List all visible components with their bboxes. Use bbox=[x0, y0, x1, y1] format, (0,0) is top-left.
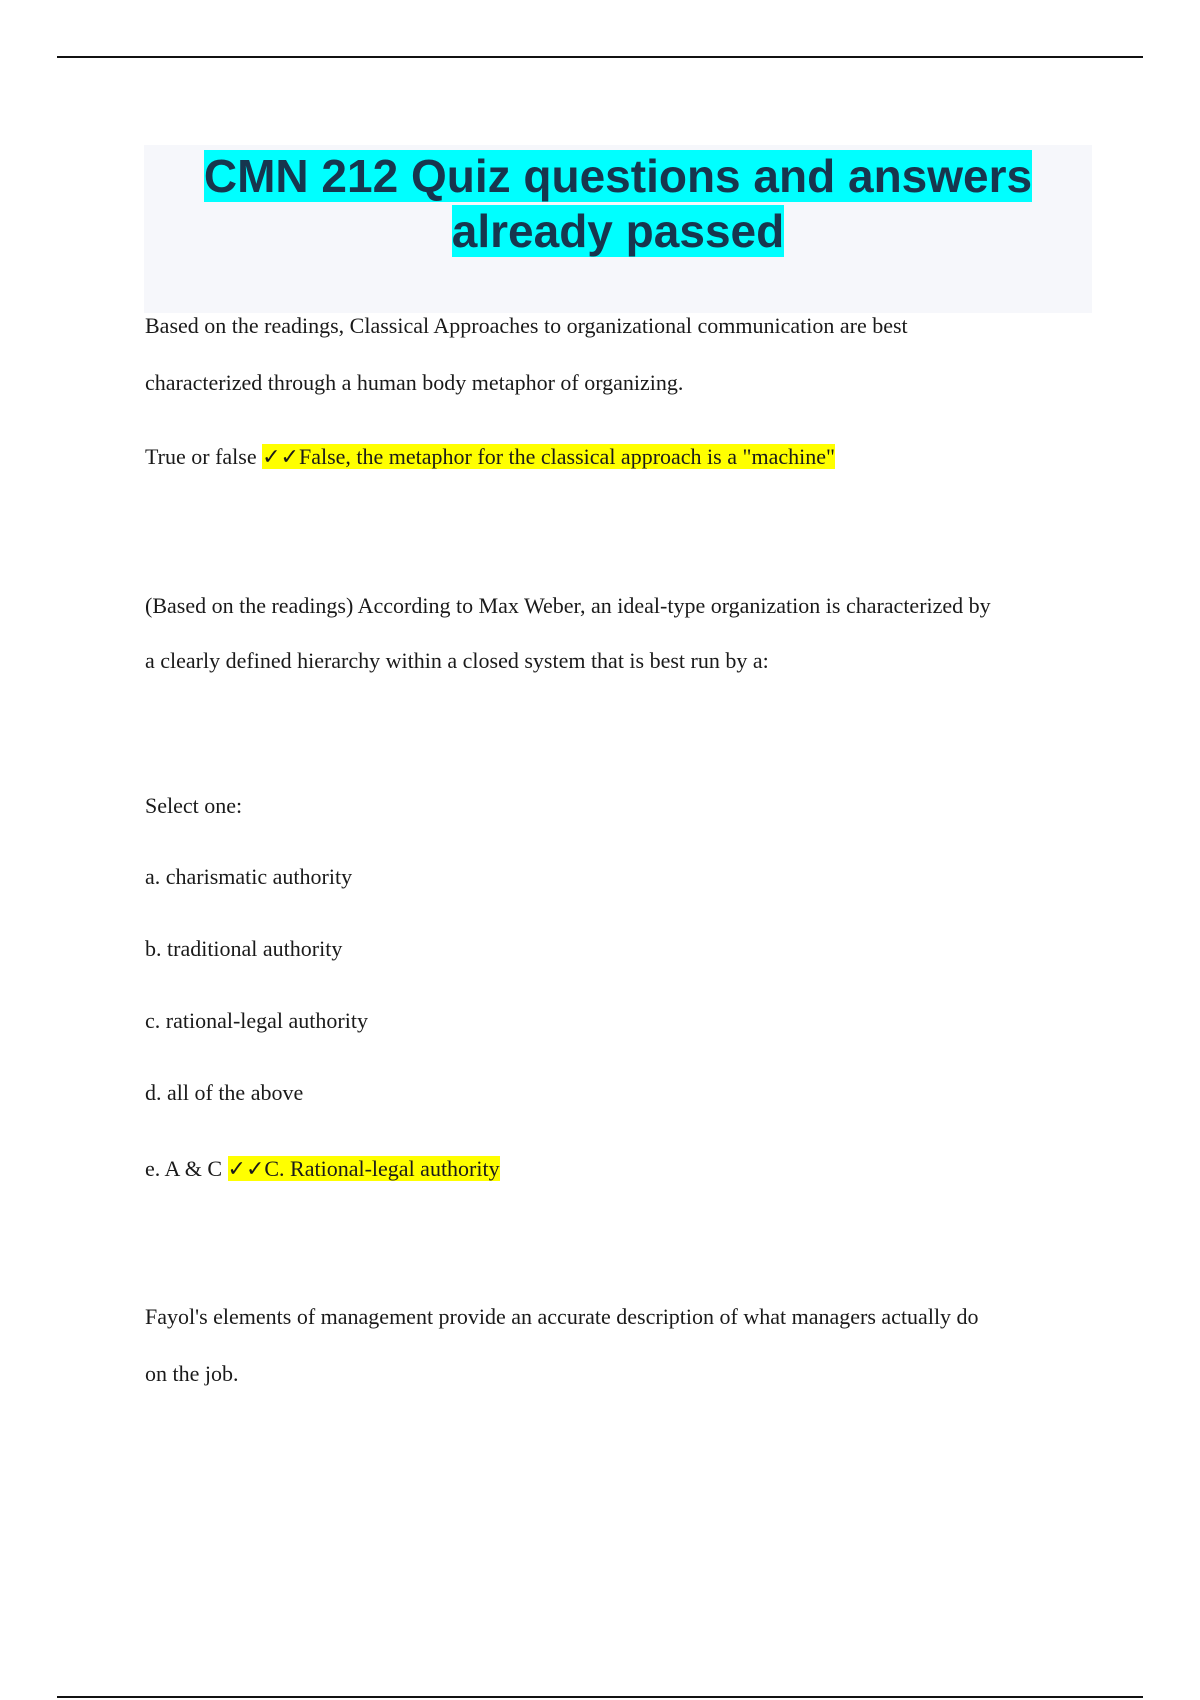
title-line-1: CMN 212 Quiz questions and answers bbox=[203, 150, 1033, 202]
question-2-line-2: a clearly defined hierarchy within a closed system that is best run by a: bbox=[145, 648, 769, 673]
question-2-select-label: Select one: bbox=[145, 793, 243, 818]
option-e: e. A & C bbox=[145, 1156, 223, 1181]
question-1-prompt-row bbox=[145, 443, 835, 471]
option-c: c. rational-legal authority bbox=[145, 1008, 368, 1033]
option-b: b. traditional authority bbox=[145, 936, 343, 961]
option-a: a. charismatic authority bbox=[145, 864, 353, 889]
question-1-answer: ✓✓False, the metaphor for the classical approach is a "machine" bbox=[262, 444, 835, 469]
top-rule bbox=[57, 56, 1143, 58]
question-1-line-1: Based on the readings, Classical Approaches to organizational communication are best bbox=[145, 313, 908, 338]
title-line-2: already passed bbox=[451, 205, 785, 257]
option-d: d. all of the above bbox=[145, 1080, 304, 1105]
question-1-prompt: True or false bbox=[145, 444, 257, 469]
document-title bbox=[144, 145, 1092, 259]
question-3-line-1: Fayol's elements of management provide an accurate description of what managers actually do bbox=[145, 1304, 979, 1329]
question-3-line-2: on the job. bbox=[145, 1361, 239, 1386]
option-e-row bbox=[145, 1155, 500, 1183]
question-2-answer: ✓✓C. Rational-legal authority bbox=[227, 1156, 500, 1181]
question-2-line-1: (Based on the readings) According to Max Weber, an ideal-type organization is characterized by bbox=[145, 593, 991, 618]
title-box bbox=[144, 145, 1092, 313]
question-1-line-2: characterized through a human body metaphor of organizing. bbox=[145, 370, 684, 395]
bottom-rule bbox=[57, 1696, 1143, 1698]
